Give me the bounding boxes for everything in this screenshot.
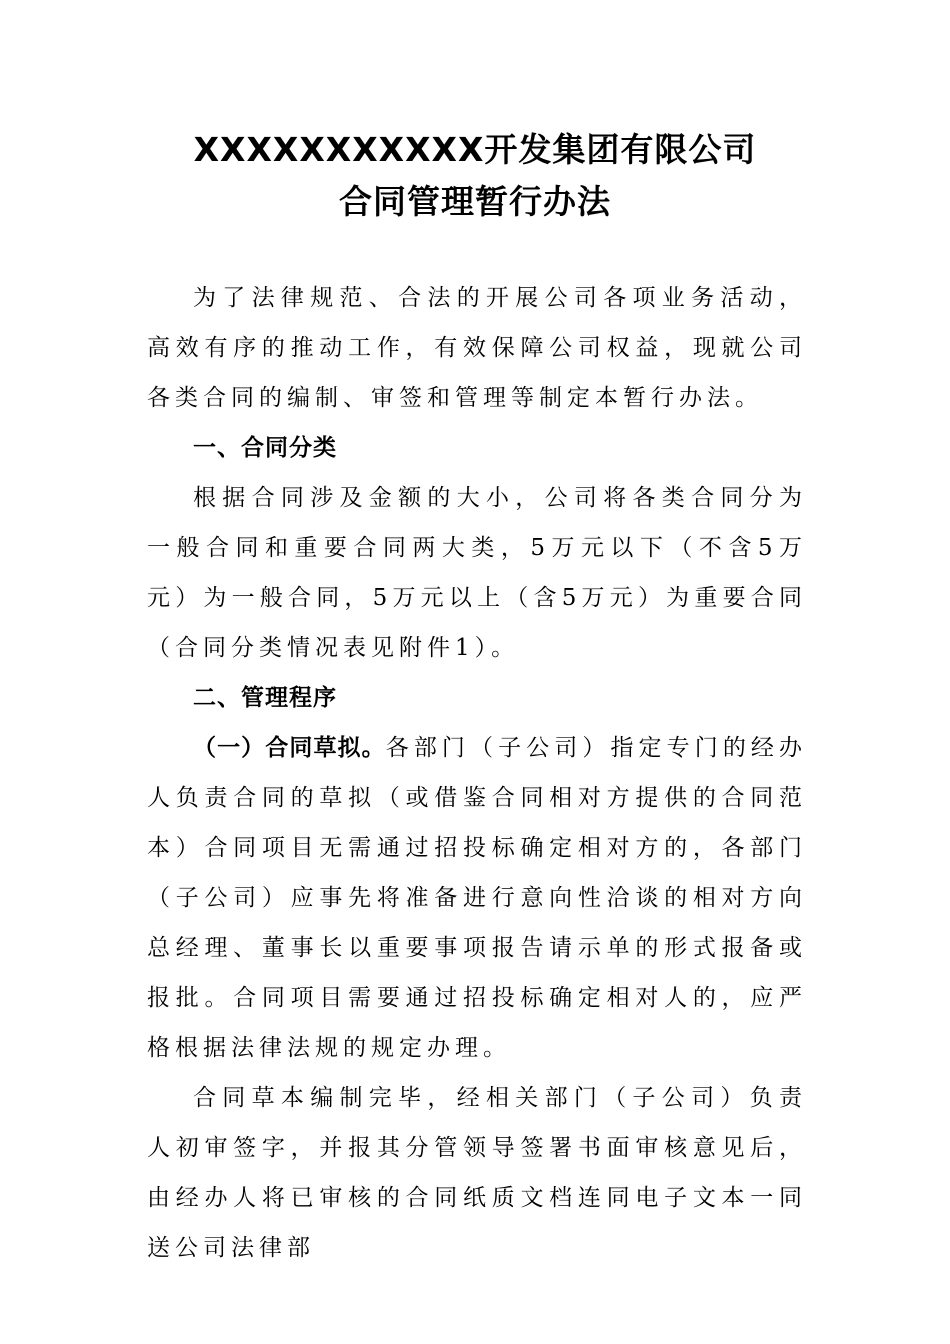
- document-title-company: XXXXXXXXXXX开发集团有限公司: [193, 130, 757, 169]
- section-heading-procedure: 二、管理程序: [193, 685, 337, 711]
- drafting-text: 各部门（子公司）指定专门的经办人负责合同的草拟（或借鉴合同相对方提供的合同范本）合同项目无需通过招投标确定相对方的，各部门（子公司）应事先将准备进行意向性洽谈的相对方向总经理、董事长以重要事项报告请示单的形式报备或报批。合同项目需要通过招投标确定相对人的，应严格根据法律法规的规定办理。: [147, 735, 808, 1061]
- draft-review-paragraph: 合同草本编制完毕，经相关部门（子公司）负责人初审签字，并报其分管领导签署书面审核意见后，由经办人将已审核的合同纸质文档连同电子文本一同送公司法律部: [147, 1085, 807, 1261]
- intro-paragraph: 为了法律规范、合法的开展公司各项业务活动，高效有序的推动工作，有效保障公司权益，现就公司各类合同的编制、审签和管理等制定本暂行办法。: [147, 285, 807, 411]
- document-title-regulation: 合同管理暂行办法: [339, 182, 611, 221]
- subsection-heading-drafting: （一）合同草拟。: [193, 735, 386, 761]
- document-body: [147, 273, 807, 1273]
- section-heading-classification: 一、合同分类: [193, 435, 337, 461]
- drafting-paragraph: [147, 723, 807, 1073]
- classification-paragraph: 根据合同涉及金额的大小，公司将各类合同分为一般合同和重要合同两大类，5万元以下（不含5万元）为一般合同，5万元以上（含5万元）为重要合同（合同分类情况表见附件1）。: [147, 485, 807, 661]
